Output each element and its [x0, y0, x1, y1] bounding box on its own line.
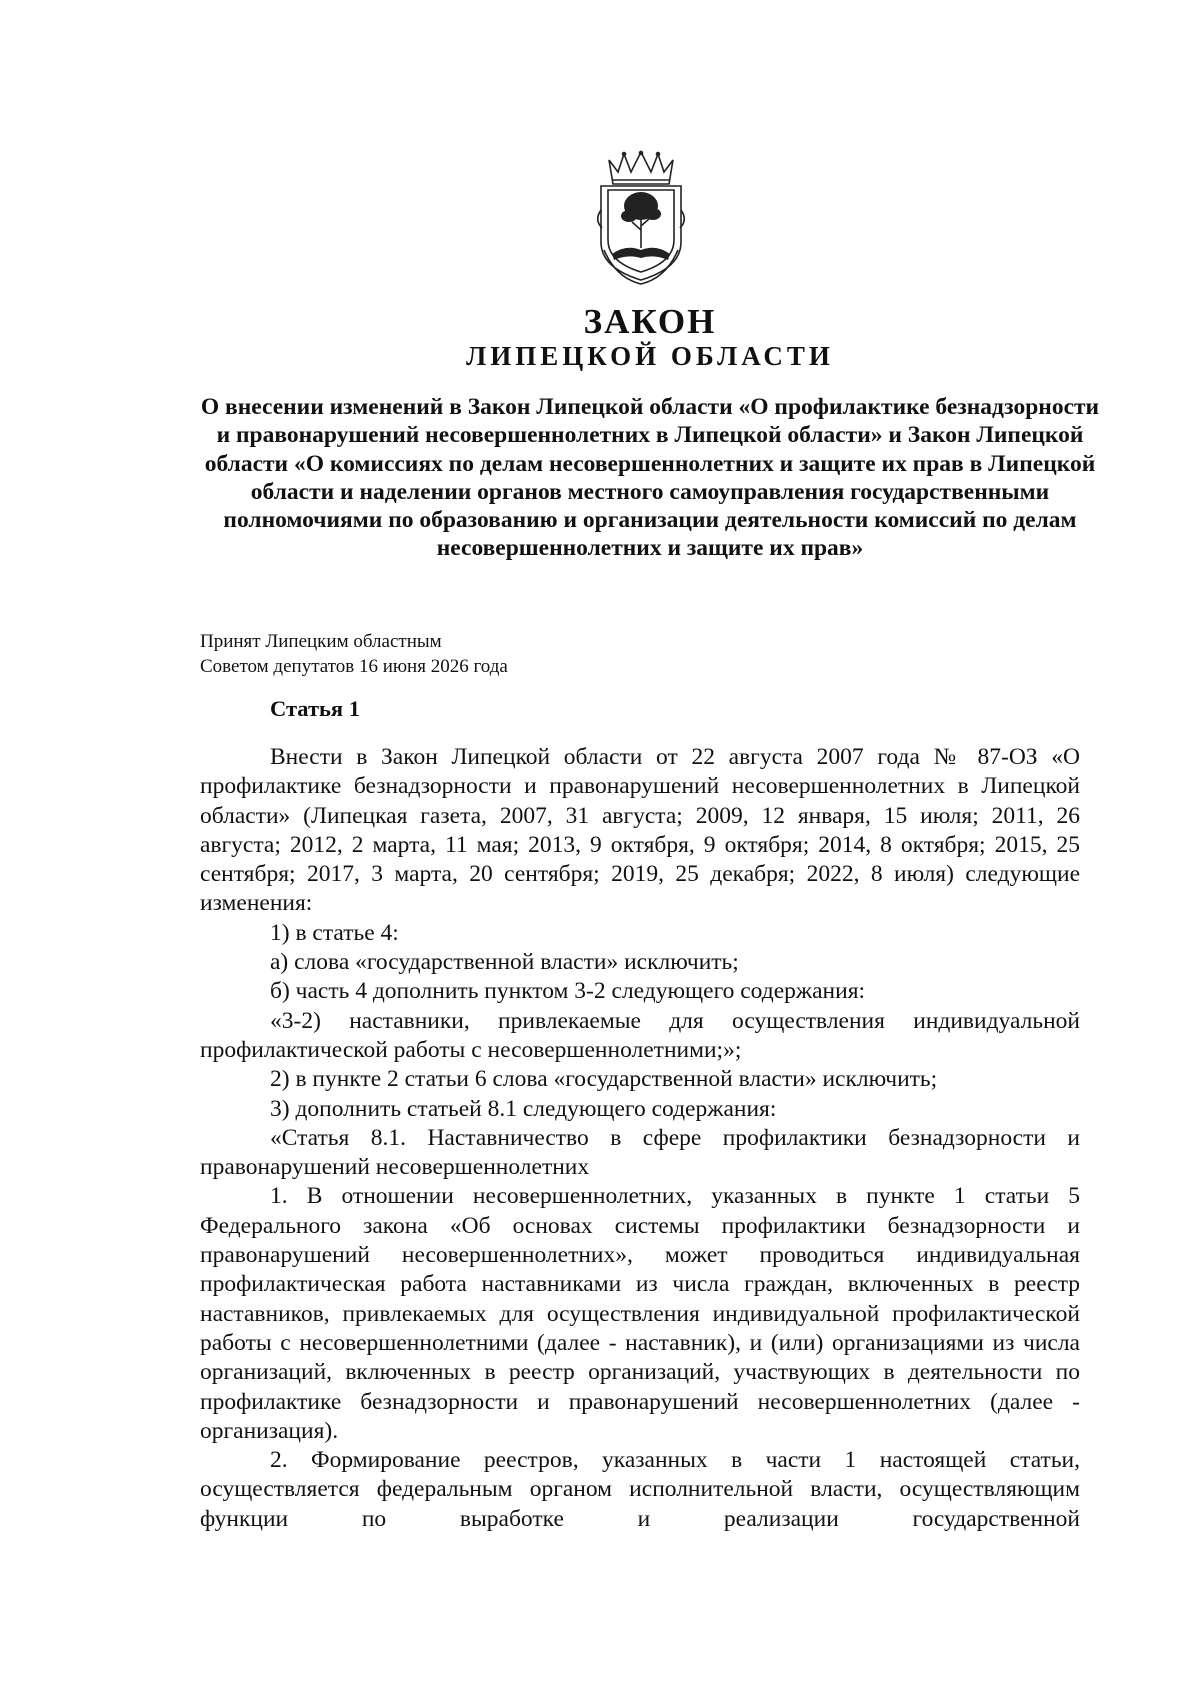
paragraph: «Статья 8.1. Наставничество в сфере профилактики безнадзорности и правонарушений несовершеннолетних	[200, 1124, 1080, 1181]
paragraph: 3) дополнить статьей 8.1 следующего содержания:	[270, 1095, 777, 1122]
adoption-line: Советом депутатов 16 июня 2026 года	[200, 656, 508, 677]
law-title: ЗАКОН	[583, 302, 717, 341]
paragraph: 1) в статье 4:	[270, 919, 399, 946]
paragraph: а) слова «государственной власти» исключить;	[270, 949, 739, 976]
paragraph: 2) в пункте 2 статьи 6 слова «государственной власти» исключить;	[270, 1066, 938, 1093]
paragraph: Внести в Закон Липецкой области от 22 августа 2007 года № 87-ОЗ «О профилактике безнадзорности и правонарушений несовершеннолетних в Липецкой области» (Липецкая газета, 2007, 31 августа; 2009, 12 января, 15 июля; 2011, 26 августа; 2012, 2 марта, 11 мая; 2013, 9 октября, 9 октября; 2014, 8 октября; 2015, 25 сентября; 2017, 3 марта, 20 сентября; 2019, 25 декабря; 2022, 8 июля) следующие изменения:	[200, 744, 1080, 917]
paragraph: 2. Формирование реестров, указанных в части 1 настоящей статьи, осуществляется федеральным органом исполнительной власти, осуществляющим функции по выработке и реализации государственной	[200, 1447, 1080, 1532]
paragraph: б) часть 4 дополнить пунктом 3-2 следующего содержания:	[270, 978, 866, 1005]
adoption-note	[200, 629, 508, 679]
law-subtitle: ЛИПЕЦКОЙ ОБЛАСТИ	[466, 341, 834, 371]
paragraph: 1. В отношении несовершеннолетних, указанных в пункте 1 статьи 5 Федерального закона «Об основах системы профилактики безнадзорности и правонарушений несовершеннолетних», может проводиться индивидуальная профилактическая работа наставниками из числа граждан, включенных в реестр наставников, привлекаемых для осуществления индивидуальной профилактической работы с несовершеннолетними (далее - наставник), и (или) организациями из числа организаций, включенных в реестр организаций, участвующих в деятельности по профилактике безнадзорности и правонарушений несовершеннолетних (далее - организация).	[200, 1183, 1080, 1444]
adoption-line: Принят Липецким областным	[200, 631, 442, 652]
article-body	[200, 743, 1080, 1534]
coat-of-arms-icon	[596, 150, 686, 286]
law-heading: О внесении изменений в Закон Липецкой области «О профилактике безнадзорности и правонарушений несовершеннолетних в Липецкой области» и Закон Липецкой области «О комиссиях по делам несовершеннолетних и защите их прав в Липецкой области и наделении органов местного самоуправления государственными полномочиями по образованию и организации деятельности комиссий по делам несовершеннолетних и защите их прав»	[200, 394, 1100, 562]
article-title: Статья 1	[270, 696, 360, 721]
paragraph: «3-2) наставники, привлекаемые для осуществления индивидуальной профилактической работы с несовершеннолетними;»;	[200, 1007, 1080, 1063]
